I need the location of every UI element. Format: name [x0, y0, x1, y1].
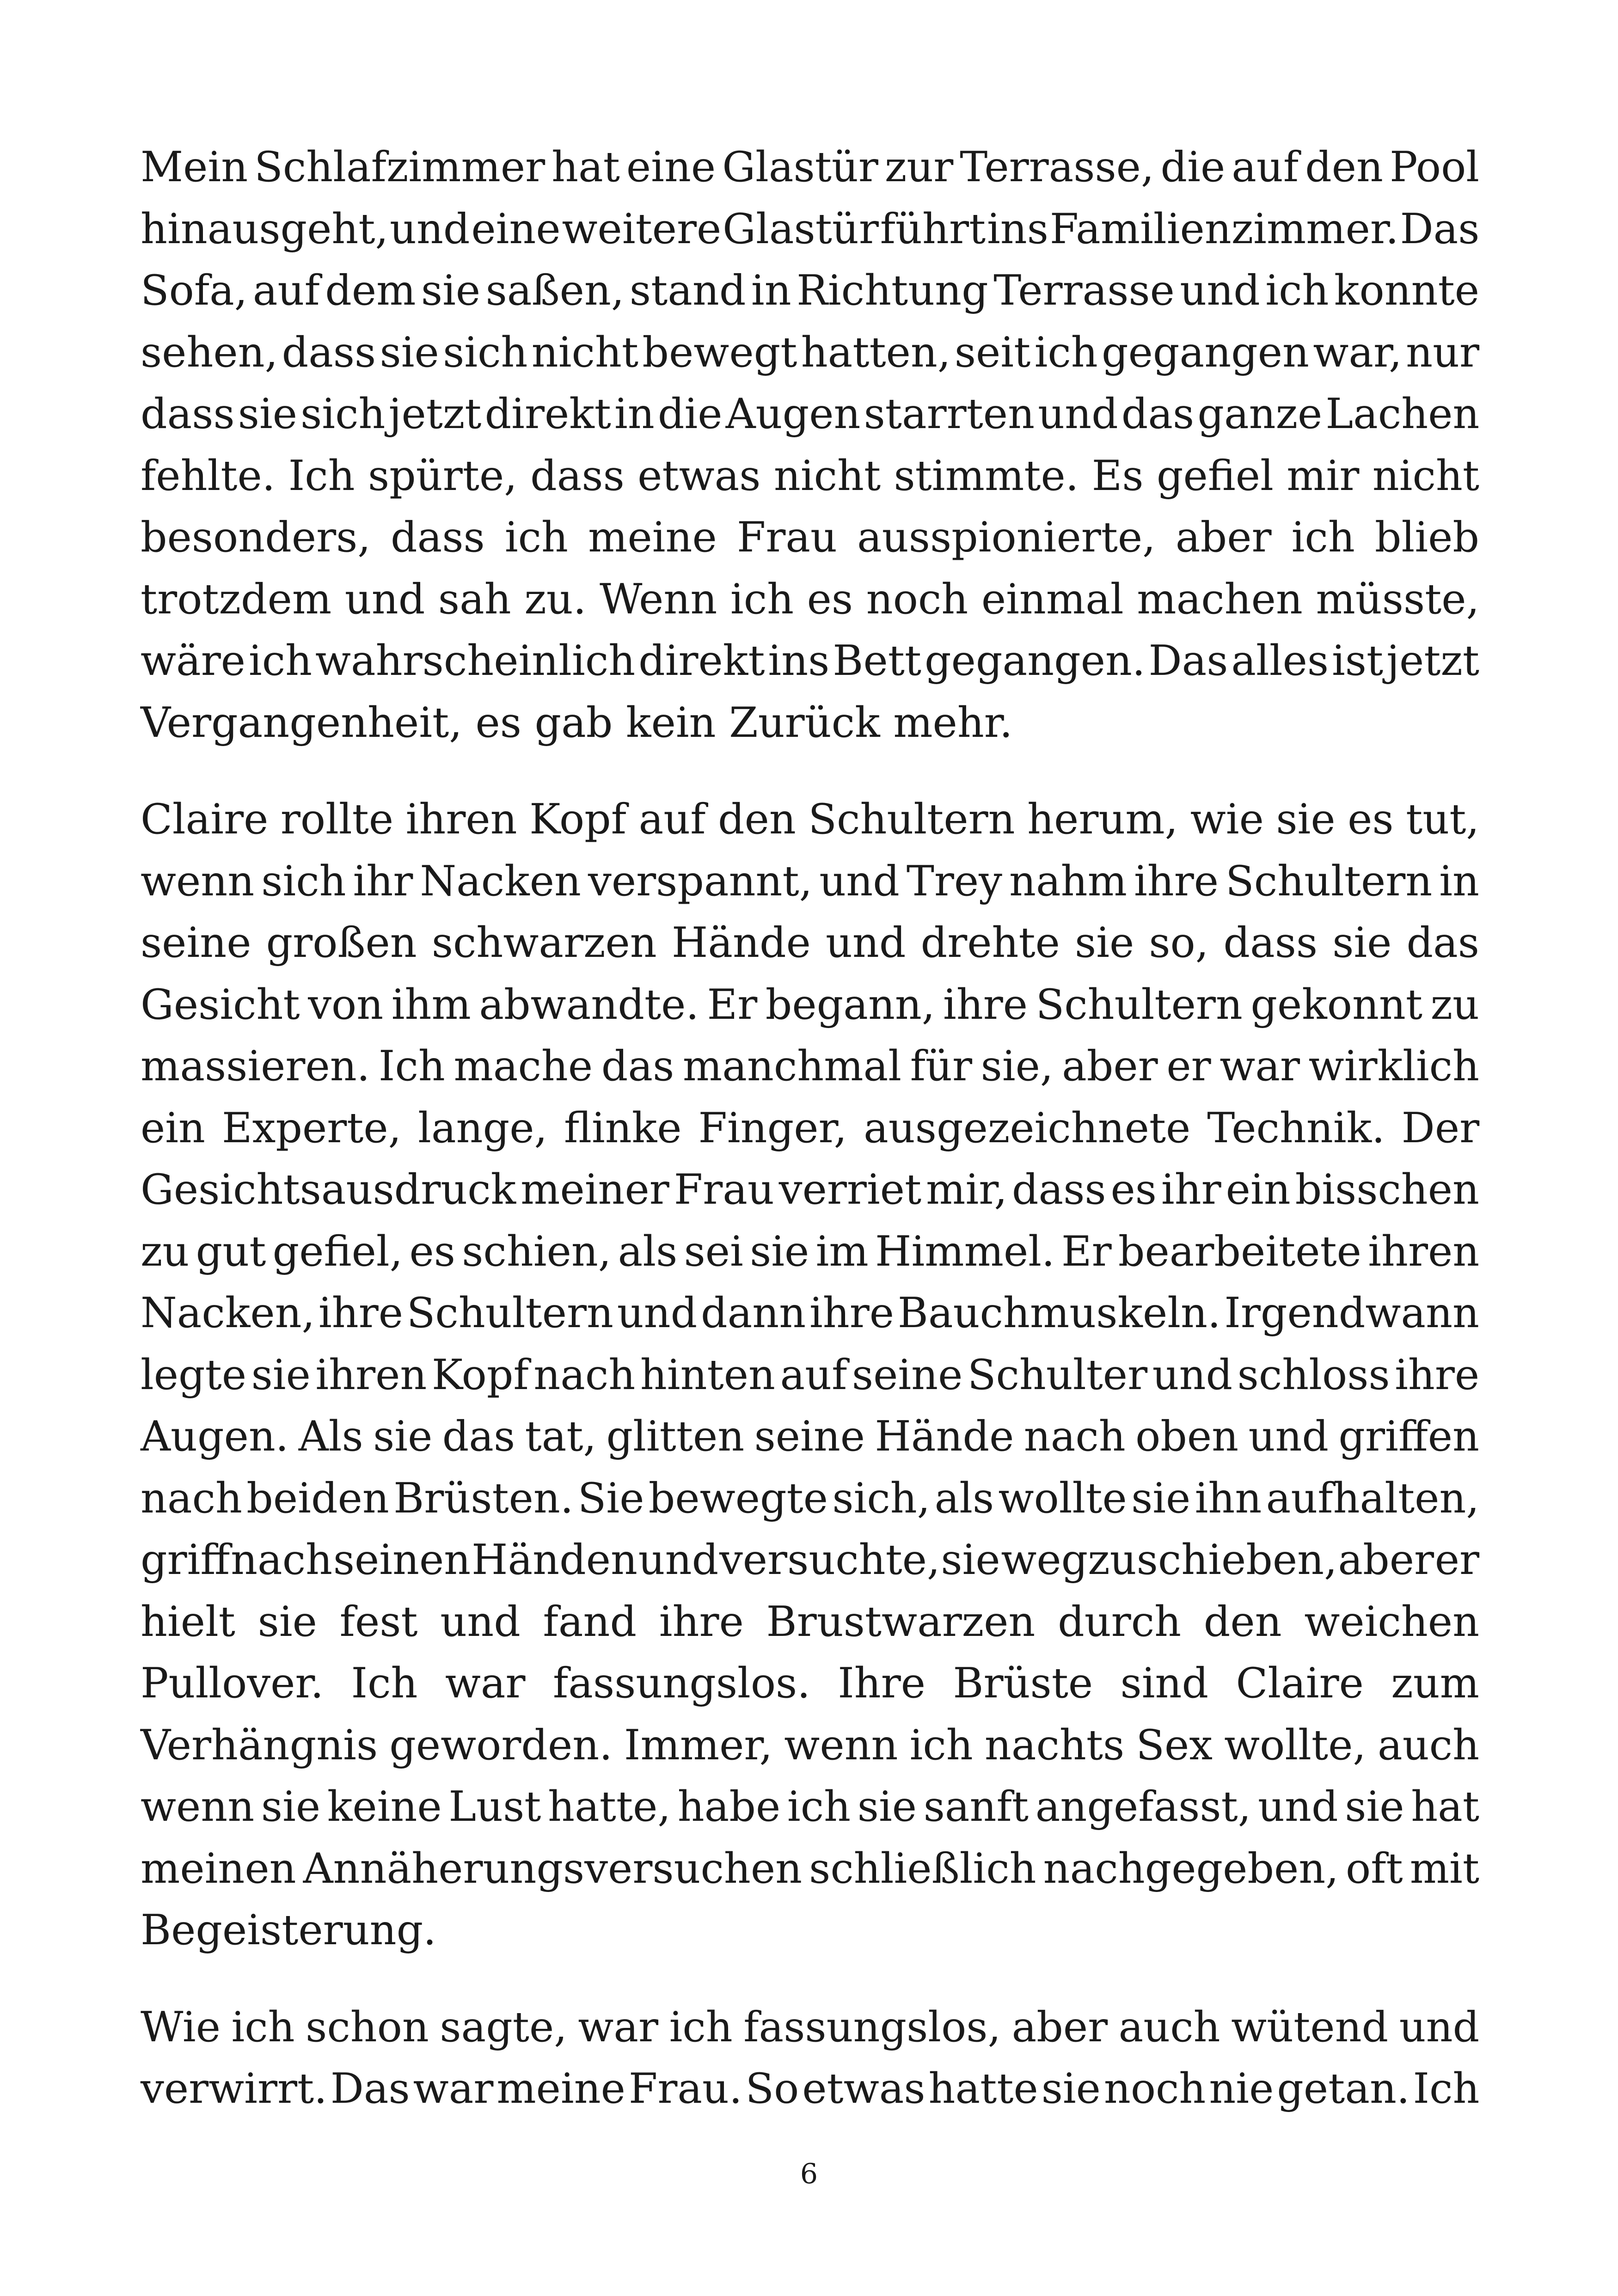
paragraph-1 [141, 136, 1479, 753]
text-line: meinen Annäherungsversuchen schließlich nachgegeben, oft mit [141, 1844, 1479, 1893]
body-text [141, 136, 1479, 2155]
text-line: Claire rollte ihren Kopf auf den Schultern herum, wie sie es tut, [141, 795, 1479, 844]
text-line: wenn sie keine Lust hatte, habe ich sie sanft angefasst, und sie hat [141, 1782, 1479, 1831]
text-line: trotzdem und sah zu. Wenn ich es noch einmal machen müsste, [141, 575, 1480, 624]
text-line: seine großen schwarzen Hände und drehte sie so, dass sie das [141, 918, 1479, 967]
text-line: Nacken, ihre Schultern und dann ihre Bauchmuskeln. Irgendwann [141, 1289, 1479, 1337]
text-line: besonders, dass ich meine Frau ausspionierte, aber ich blieb [141, 513, 1479, 562]
text-line: legte sie ihren Kopf nach hinten auf seine Schulter und schloss ihre [141, 1350, 1480, 1399]
text-line: wäre ich wahrscheinlich direkt ins Bett gegangen. Das alles ist jetzt [141, 637, 1479, 685]
text-line: wenn sich ihr Nacken verspannt, und Trey nahm ihre Schultern in [141, 857, 1479, 906]
text-line: Vergangenheit, es gab kein Zurück mehr. [141, 698, 1013, 747]
text-line: Gesichtsausdruck meiner Frau verriet mir, dass es ihr ein bisschen [141, 1165, 1479, 1214]
text-line: ein Experte, lange, flinke Finger, ausgezeichnete Technik. Der [141, 1103, 1480, 1152]
page-number: 6 [800, 2158, 818, 2190]
text-line: fehlte. Ich spürte, dass etwas nicht stimmte. Es gefiel mir nicht [141, 451, 1479, 500]
text-line: dass sie sich jetzt direkt in die Augen starrten und das ganze Lachen [141, 390, 1480, 438]
text-line: massieren. Ich mache das manchmal für sie, aber er war wirklich [141, 1042, 1479, 1090]
text-line: Gesicht von ihm abwandte. Er begann, ihre Schultern gekonnt zu [141, 980, 1479, 1029]
text-line: zu gut gefiel, es schien, als sei sie im Himmel. Er bearbeitete ihren [141, 1227, 1480, 1276]
text-line: Pullover. Ich war fassungslos. Ihre Brüste sind Claire zum [141, 1659, 1479, 1708]
text-line: Wie ich schon sagte, war ich fassungslos, aber auch wütend und [141, 2002, 1480, 2051]
paragraph-3 [141, 1996, 1479, 2120]
paragraph-2 [141, 789, 1479, 1961]
text-line: hielt sie fest und fand ihre Brustwarzen durch den weichen [141, 1597, 1480, 1646]
text-line: Verhängnis geworden. Immer, wenn ich nachts Sex wollte, auch [141, 1720, 1480, 1769]
text-line: verwirrt. Das war meine Frau. So etwas hatte sie noch nie getan. Ich [141, 2064, 1480, 2113]
text-line: hinausgeht, und eine weitere Glastür führt ins Familienzimmer. Das [141, 204, 1480, 253]
text-line: Sofa, auf dem sie saßen, stand in Richtung Terrasse und ich konnte [141, 266, 1479, 315]
text-line: Mein Schlafzimmer hat eine Glastür zur Terrasse, die auf den Pool [141, 143, 1480, 191]
text-line: sehen, dass sie sich nicht bewegt hatten, seit ich gegangen war, nur [141, 328, 1480, 377]
text-line: nach beiden Brüsten. Sie bewegte sich, als wollte sie ihn aufhalten, [141, 1474, 1479, 1523]
text-line: Begeisterung. [141, 1906, 436, 1954]
text-line: Augen. Als sie das tat, glitten seine Hände nach oben und griffen [141, 1412, 1479, 1461]
text-line: griff nach seinen Händen und versuchte, sie wegzuschieben, aber er [141, 1536, 1479, 1584]
